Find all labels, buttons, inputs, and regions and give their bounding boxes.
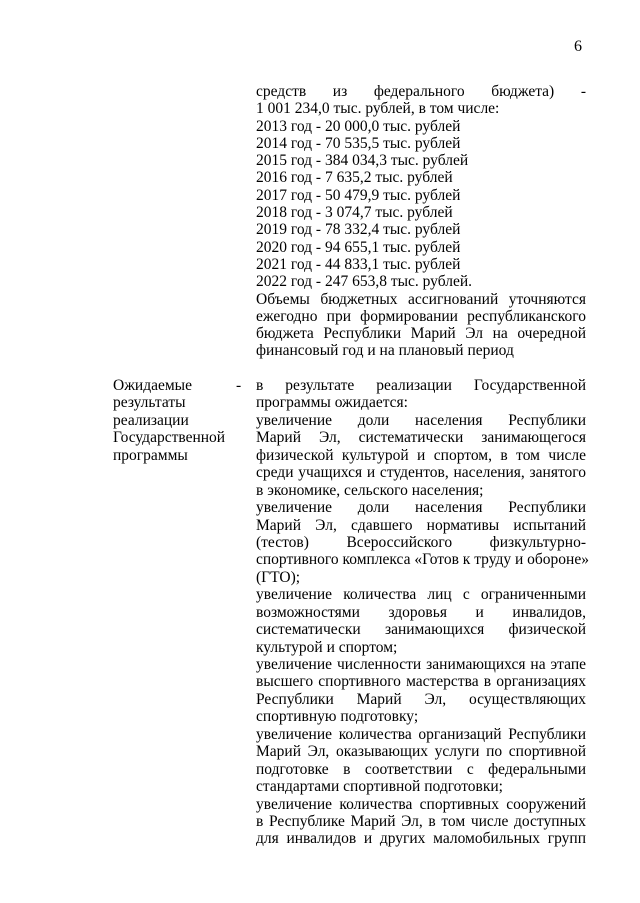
label-line: результаты	[113, 394, 186, 412]
result-line: увеличение количества лиц с ограниченными	[256, 586, 586, 604]
financing-line: 2016 год - 7 635,2 тыс. рублей	[256, 169, 453, 187]
financing-line: 2015 год - 384 034,3 тыс. рублей	[256, 152, 469, 170]
label-line: Ожидаемые	[113, 377, 192, 394]
label-line: Государственной	[113, 429, 226, 447]
financing-line: 2017 год - 50 479,9 тыс. рублей	[256, 186, 461, 204]
label-line: реализации	[113, 411, 189, 429]
financing-line: финансовый год и на плановый период	[256, 342, 514, 360]
result-line: Марий Эл, оказывающих услуги по спортивной	[256, 743, 586, 761]
result-line: подготовке в соответствии с федеральными	[256, 760, 586, 778]
financing-line: ежегодно при формировании республиканского	[256, 307, 586, 325]
financing-line: средств из федерального бюджета) -	[256, 83, 586, 100]
result-line: культурой и спортом;	[256, 638, 398, 656]
financing-line: 1 001 234,0 тыс. рублей, в том числе:	[256, 100, 500, 118]
financing-line: 2020 год - 94 655,1 тыс. рублей	[256, 238, 461, 256]
result-line: (ГТО);	[256, 568, 301, 586]
page-number: 6	[574, 38, 582, 55]
result-line: в экономике, сельского населения;	[256, 481, 484, 499]
result-line: программы ожидается:	[256, 394, 408, 412]
result-line: физической культурой и спортом, в том числе	[256, 446, 586, 464]
result-line: увеличение количества спортивных сооружений	[256, 795, 586, 813]
result-line: спортивного комплекса «Готов к труду и обороне»	[256, 551, 589, 569]
result-line: в Республике Марий Эл, в том числе доступных	[256, 812, 586, 830]
result-line: увеличение количества организаций Республики	[256, 725, 586, 743]
result-line: стандартами спортивной подготовки;	[256, 778, 503, 796]
financing-line: бюджета Республики Марий Эл на очередной	[256, 325, 586, 343]
result-line: увеличение доли населения Республики	[256, 499, 586, 517]
result-line: высшего спортивного мастерства в организациях	[256, 673, 586, 691]
result-line: Марий Эл, сдавшего нормативы испытаний	[256, 516, 586, 534]
result-line: в результате реализации Государственной	[256, 377, 586, 394]
expected-results-label	[113, 377, 233, 464]
result-line: спортивную подготовку;	[256, 708, 419, 726]
result-line: увеличение численности занимающихся на этапе	[256, 656, 586, 673]
result-line: Марий Эл, систематически занимающегося	[256, 429, 586, 447]
financing-line: 2014 год - 70 535,5 тыс. рублей	[256, 134, 461, 152]
financing-line: 2022 год - 247 653,8 тыс. рублей.	[256, 273, 473, 291]
financing-line: 2018 год - 3 074,7 тыс. рублей	[256, 204, 453, 222]
financing-text	[256, 83, 586, 360]
expected-results-text	[256, 377, 589, 848]
label-line: программы	[113, 446, 188, 464]
financing-line: Объемы бюджетных ассигнований уточняются	[256, 290, 586, 308]
result-line: систематически занимающихся физической	[256, 621, 586, 639]
label-dash: -	[236, 377, 242, 394]
result-line: увеличение доли населения Республики	[256, 411, 586, 429]
financing-line: 2021 год - 44 833,1 тыс. рублей	[256, 255, 461, 273]
result-line: возможностями здоровья и инвалидов,	[256, 603, 586, 621]
financing-line: 2013 год - 20 000,0 тыс. рублей	[256, 117, 461, 135]
result-line: для инвалидов и других маломобильных групп	[256, 830, 586, 848]
result-line: среди учащихся и студентов, населения, занятого	[256, 464, 586, 482]
financing-line: 2019 год - 78 332,4 тыс. рублей	[256, 221, 461, 239]
result-line: Республики Марий Эл, осуществляющих	[256, 690, 586, 708]
result-line: (тестов) Всероссийского физкультурно-	[256, 533, 586, 551]
